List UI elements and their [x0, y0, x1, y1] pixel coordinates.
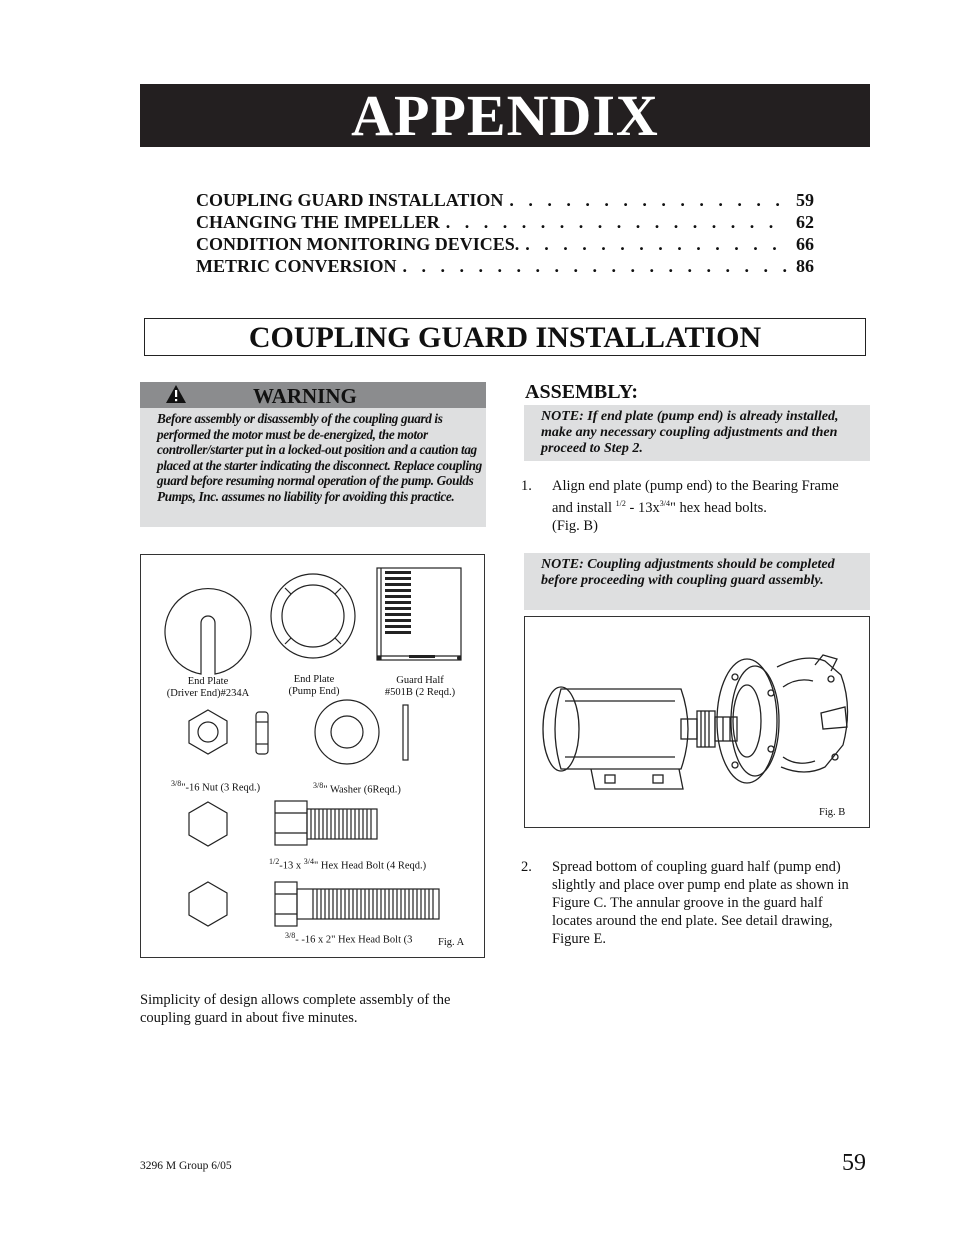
toc-entry[interactable] [196, 190, 814, 212]
warning-box [140, 382, 486, 527]
figure-a-parts [140, 554, 485, 958]
caption-line: End Plate [293, 674, 335, 685]
assembly-heading: ASSEMBLY: [525, 381, 639, 403]
text: and install [552, 499, 616, 516]
toc-leader-dots [525, 234, 788, 255]
text: " hex head bolts. [669, 499, 767, 516]
toc-entry-page: 59 [796, 190, 814, 210]
toc-entry-label: COUPLING GUARD INSTALLATION [196, 190, 504, 210]
guard-half-drawing [377, 568, 461, 660]
section-title: COUPLING GUARD INSTALLATION [144, 318, 866, 356]
toc-leader-dots [403, 256, 788, 277]
caption-line: Guard Half [396, 675, 444, 686]
note-end-plate: NOTE: If end plate (pump end) is already installed, make any necessary coupling adjustments and then proceed to Step 2. [524, 405, 870, 461]
note-coupling-adjustments: NOTE: Coupling adjustments should be completed before proceeding with coupling guard assembly. [524, 553, 870, 610]
end-plate-driver-caption [155, 676, 261, 700]
caption-text: "-16 Nut (3 Reqd.) [181, 782, 261, 794]
step-line [552, 495, 866, 517]
appendix-title-bar: APPENDIX [140, 84, 870, 147]
warning-header [140, 382, 486, 408]
washer-drawing [315, 700, 408, 764]
guard-half-caption [367, 675, 473, 699]
step-number: 1. [521, 478, 532, 494]
fraction: 3/4 [303, 857, 314, 866]
motor-pump-drawing [525, 617, 871, 829]
step-1 [521, 477, 866, 535]
exclamation-triangle-icon [165, 384, 187, 404]
figure-b-caption: Fig. B [819, 807, 846, 818]
toc-entry[interactable] [196, 234, 814, 256]
fraction: 3/4 [659, 499, 670, 508]
fraction: 3/8 [285, 931, 296, 940]
warning-title: WARNING [253, 384, 357, 408]
nut-drawing [189, 710, 268, 754]
fraction: 3/8 [313, 781, 324, 790]
toc-leader-dots [446, 212, 788, 233]
step-line: Align end plate (pump end) to the Bearing Frame [552, 478, 839, 494]
step-text [552, 477, 866, 535]
figure-a-caption: Fig. A [438, 937, 465, 948]
toc-entry-label: CHANGING THE IMPELLER [196, 212, 440, 232]
end-plate-pump-caption [267, 674, 361, 698]
bolt-long-caption [285, 930, 412, 947]
toc-entry[interactable] [196, 212, 814, 234]
caption-line: (Driver End)#234A [166, 688, 250, 699]
toc-entry[interactable] [196, 256, 814, 278]
fraction: 1/2 [269, 857, 280, 866]
toc-entry-label: METRIC CONVERSION [196, 256, 397, 276]
bolt-short-caption [269, 856, 426, 873]
toc-entry-page: 62 [796, 212, 814, 232]
fraction: 1/2 [615, 499, 626, 508]
fraction: 3/8 [171, 779, 182, 788]
toc-entry-page: 66 [796, 234, 814, 254]
caption-line: End Plate [187, 676, 229, 687]
toc-leader-dots [509, 190, 788, 211]
table-of-contents [196, 190, 814, 278]
caption-text: " Washer (6Reqd.) [323, 784, 401, 796]
step-number: 2. [521, 859, 532, 875]
end-plate-pump-drawing [271, 574, 355, 658]
step-text: Spread bottom of coupling guard half (pump end) slightly and place over pump end plate as shown in Figure C. The annular groove in the guard half locates around the end plate. See detail drawing, Figure E. [552, 859, 849, 947]
step-2 [521, 858, 866, 948]
warning-text: Before assembly or disassembly of the coupling guard is performed the motor must be de-energized, the motor controller/starter put in a locked-out position and a caution tag placed at the starter indicating the disconnect. Replace coupling guard before resuming normal operation of the pump. Goulds Pumps, Inc. assumes no liability for avoiding this practice. [157, 411, 482, 504]
text: - 13x [625, 499, 660, 516]
hex-bolt-short-drawing [189, 801, 377, 846]
parts-drawing [141, 555, 486, 959]
page-number: 59 [842, 1150, 866, 1176]
washer-caption [313, 780, 401, 797]
caption-line: #501B (2 Reqd.) [384, 687, 456, 698]
step-line: (Fig. B) [552, 517, 598, 534]
caption-text: - -16 x 2" Hex Head Bolt (3 [295, 934, 413, 946]
hex-bolt-long-drawing [189, 882, 439, 926]
figure-b-motor-pump [524, 616, 870, 828]
caption-text: -13 x [279, 860, 304, 872]
simplicity-paragraph: Simplicity of design allows complete assembly of the coupling guard in about five minutes. [140, 992, 451, 1026]
nut-caption [171, 778, 260, 795]
end-plate-driver-drawing [165, 589, 251, 674]
toc-entry-page: 86 [796, 256, 814, 276]
caption-text: " Hex Head Bolt (4 Reqd.) [313, 860, 427, 872]
toc-entry-label: CONDITION MONITORING DEVICES. [196, 234, 520, 254]
footer-document-id: 3296 M Group 6/05 [140, 1160, 232, 1172]
caption-line: (Pump End) [288, 686, 340, 697]
